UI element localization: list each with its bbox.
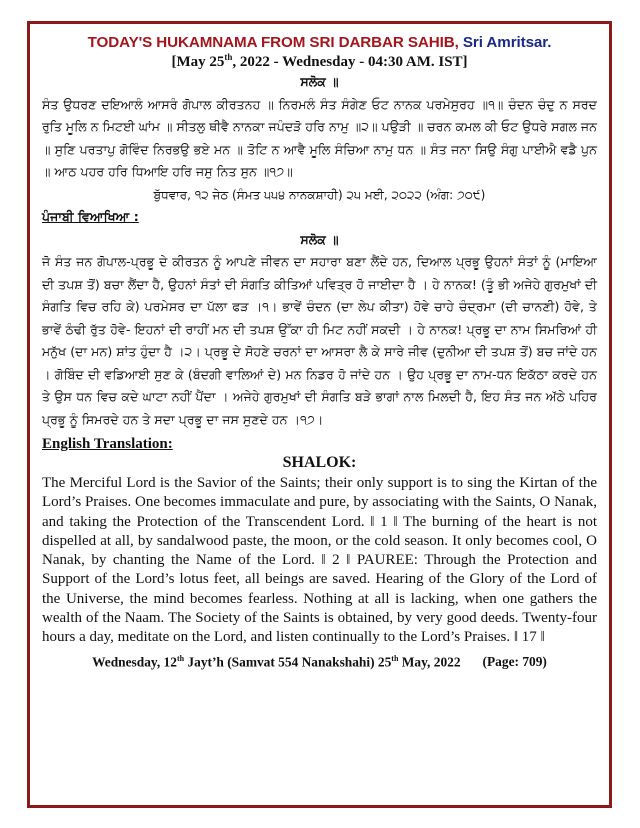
footer-month: May, 2022 [398,654,461,670]
page-title [42,34,597,51]
punjabi-heading: ਸਲੋਕ ॥ [300,231,339,247]
date-suffix: , 2022 - Wednesday - 04:30 AM. IST] [232,54,468,70]
date-prefix: [May 25 [171,54,225,70]
date-header [42,52,597,71]
english-heading: SHALOK: [282,454,357,471]
footer-page: (Page: 709) [482,654,547,670]
title-main: TODAY'S HUKAMNAMA FROM SRI DARBAR SAHIB, [87,34,459,51]
title-location: Sri Amritsar. [462,34,552,51]
footer-middle: Jayt’h (Samvat 554 Nanakshahi) 25 [184,654,392,670]
footer-day-sup: th [176,653,185,663]
date-sup: th [224,52,233,62]
hukamnama-frame [27,21,612,808]
punjabi-label: ਪੰਜਾਬੀ ਵਿਆਖਿਆ : [42,209,139,224]
english-text: The Merciful Lord is the Savior of the Saints; their only support is to sing the Kirtan of the Lord’s Praises. One becomes immaculate and pure, by associating with the Saints, O Nanak, and taking the Protection of the Transcendent Lord. ‖ 1 ‖ The burning of the heart is not dispelled at all, by sandalwood paste, the moon, or the cold season. It only becomes cool, O Nanak, by chanting the Name of the Lord. ‖ 2 ‖ PAUREE: Through the Protection and Support of the Lord’s lotus feet, all beings are saved. Hearing of the Glory of the Lord of the Universe, the mind becomes fearless. Nothing at all is lacking, when one gathers the wealth of the Naam. The Society of the Saints is obtained, by very good deeds. Twenty-four hours a day, meditate on the Lord, and listen continually to the Lord’s Praises. ‖ 17 ‖ [42,475,597,646]
gurbani-date-line: ਬੁੱਧਵਾਰ, ੧੨ ਜੇਠ (ਸੰਮਤ ੫੫੪ ਨਾਨਕਸ਼ਾਹੀ) ੨੫ ਮਈ, ੨੦੨੨ (ਅੰਗ: ੭੦੯) [153,187,486,202]
footer-day: Wednesday, 12 [92,654,177,670]
footer-month-sup: th [391,653,399,663]
gurbani-text: ਸੰਤ ਉਧਰਣ ਦਇਆਲੰ ਆਸਰੰ ਗੋਪਾਲ ਕੀਰਤਨਹ ॥ ਨਿਰਮਲੰ ਸੰਤ ਸੰਗੇਣ ਓਟ ਨਾਨਕ ਪਰਮੇਸੁਰਹ ॥੧॥ ਚੰਦਨ ਚੰਦੁ ਨ ਸਰਦ ਰੁਤਿ ਮੂਲਿ ਨ ਮਿਟਈ ਘਾਂਮ ॥ ਸੀਤਲੁ ਥੀਵੈ ਨਾਨਕਾ ਜਪੰਦੜੋ ਹਰਿ ਨਾਮੁ ॥੨॥ ਪਉੜੀ ॥ ਚਰਨ ਕਮਲ ਕੀ ਓਟ ਉਧਰੇ ਸਗਲ ਜਨ ॥ ਸੁਣਿ ਪਰਤਾਪੁ ਗੋਵਿੰਦ ਨਿਰਭਉ ਭਏ ਮਨ ॥ ਤੋਟਿ ਨ ਆਵੈ ਮੂਲਿ ਸੰਚਿਆ ਨਾਮੁ ਧਨ ॥ ਸੰਤ ਜਨਾ ਸਿਉ ਸੰਗੁ ਪਾਈਐ ਵਡੈ ਪੁਨ ॥ ਆਠ ਪਹਰ ਹਰਿ ਧਿਆਇ ਹਰਿ ਜਸੁ ਨਿਤ ਸੁਨ ॥੧੭॥ [42,96,597,179]
gurbani-heading: ਸਲੋਕ ॥ [300,74,339,89]
punjabi-text: ਜੋ ਸੰਤ ਜਨ ਗੋਪਾਲ-ਪ੍ਰਭੂ ਦੇ ਕੀਰਤਨ ਨੂੰ ਆਪਣੇ ਜੀਵਨ ਦਾ ਸਹਾਰਾ ਬਣਾ ਲੈਂਦੇ ਹਨ, ਦਿਆਲ ਪ੍ਰਭੂ ਉਹਨਾਂ ਸੰਤਾਂ ਨੂੰ (ਮਾਇਆ ਦੀ ਤਪਸ਼ ਤੋਂ) ਬਚਾ ਲੈਂਦਾ ਹੈ, ਉਹਨਾਂ ਸੰਤਾਂ ਦੀ ਸੰਗਤਿ ਕੀਤਿਆਂ ਪਵਿਤ੍ਰ ਹੋ ਜਾਈਦਾ ਹੈ । ਹੇ ਨਾਨਕ! (ਤੂੰ ਭੀ ਅਜੇਹੇ ਗੁਰਮੁਖਾਂ ਦੀ ਸੰਗਤਿ ਵਿਚ ਰਹਿ ਕੇ) ਪਰਮੇਸਰ ਦਾ ਪੱਲਾ ਫੜ ।੧। ਭਾਵੇਂ ਚੰਦਨ (ਦਾ ਲੇਪ ਕੀਤਾ) ਹੋਵੇ ਚਾਹੇ ਚੰਦ੍ਰਮਾ (ਦੀ ਚਾਨਣੀ) ਹੋਵੇ, ਤੇ ਭਾਵੇਂ ਠੰਢੀ ਰੁੱਤ ਹੋਵੇ- ਇਹਨਾਂ ਦੀ ਰਾਹੀਂ ਮਨ ਦੀ ਤਪਸ਼ ਉੱਕਾ ਹੀ ਮਿਟ ਨਹੀਂ ਸਕਦੀ । ਹੇ ਨਾਨਕ! ਪ੍ਰਭੂ ਦਾ ਨਾਮ ਸਿਮਰਿਆਂ ਹੀ ਮਨੁੱਖ (ਦਾ ਮਨ) ਸ਼ਾਂਤ ਹੁੰਦਾ ਹੈ ।੨। ਪ੍ਰਭੂ ਦੇ ਸੋਹਣੇ ਚਰਨਾਂ ਦਾ ਆਸਰਾ ਲੈ ਕੇ ਸਾਰੇ ਜੀਵ (ਦੁਨੀਆ ਦੀ ਤਪਸ਼ ਤੋਂ) ਬਚ ਜਾਂਦੇ ਹਨ । ਗੋਬਿੰਦ ਦੀ ਵਡਿਆਈ ਸੁਣ ਕੇ (ਬੰਦਗੀ ਵਾਲਿਆਂ ਦੇ) ਮਨ ਨਿਡਰ ਹੋ ਜਾਂਦੇ ਹਨ । ਉਹ ਪ੍ਰਭੂ ਦਾ ਨਾਮ-ਧਨ ਇਕੱਠਾ ਕਰਦੇ ਹਨ ਤੇ ਉਸ ਧਨ ਵਿਚ ਕਦੇ ਘਾਟਾ ਨਹੀਂ ਪੈਂਦਾ । ਅਜੇਹੇ ਗੁਰਮੁਖਾਂ ਦੀ ਸੰਗਤਿ ਬੜੇ ਭਾਗਾਂ ਨਾਲ ਮਿਲਦੀ ਹੈ, ਇਹ ਸੰਤ ਜਨ ਅੱਠੇ ਪਹਿਰ ਪ੍ਰਭੂ ਨੂੰ ਸਿਮਰਦੇ ਹਨ ਤੇ ਸਦਾ ਪ੍ਰਭੂ ਦਾ ਜਸ ਸੁਣਦੇ ਹਨ ।੧੭। [42,254,597,427]
footer-date [42,654,597,670]
english-label: English Translation: [42,436,173,452]
